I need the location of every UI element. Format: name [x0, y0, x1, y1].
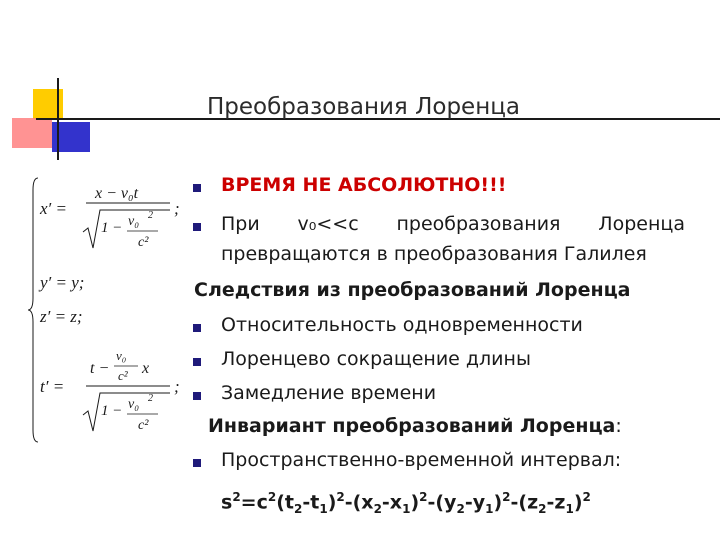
- bullet-time-not-absolute: ВРЕМЯ НЕ АБСОЛЮТНО!!!: [221, 174, 507, 196]
- t-v0-exp: 2: [148, 393, 153, 404]
- word-v0-cond: v₀<<c: [297, 213, 359, 235]
- heading-invariant-colon: :: [615, 415, 622, 437]
- word-pri: При: [221, 213, 260, 235]
- bullet-marker: [193, 358, 201, 366]
- t-one-minus: 1 −: [101, 403, 123, 419]
- bullet-time-dilation: Замедление времени: [221, 382, 437, 404]
- bullet-galileo-limit-line2: превращаются в преобразования Галилея: [221, 243, 647, 265]
- t-lhs: t′ =: [40, 377, 65, 396]
- y-eq: y′ = y;: [40, 273, 85, 292]
- t-num-c2: c²: [118, 368, 128, 383]
- word-lorentz: Лоренца: [598, 213, 685, 235]
- x-lhs: x′ =: [40, 199, 67, 218]
- bullet-marker: [193, 184, 201, 192]
- bullet-galileo-limit: [221, 213, 685, 235]
- brace: [28, 178, 38, 442]
- t-num-v0: v₀: [116, 348, 127, 363]
- bullet-length-contraction: Лоренцево сокращение длины: [221, 348, 531, 370]
- t-v0: v₀: [128, 397, 140, 412]
- heading-consequences: Следствия из преобразований Лоренца: [194, 279, 631, 301]
- t-c2: c²: [138, 418, 149, 433]
- lorentz-formulas: [28, 170, 188, 450]
- x-sep: ;: [174, 199, 180, 218]
- bullet-marker: [193, 459, 201, 467]
- bullet-simultaneity: Относительность одновременности: [221, 314, 583, 336]
- bullet-marker: [193, 223, 201, 231]
- z-eq: z′ = z;: [40, 307, 83, 326]
- bullet-marker: [193, 324, 201, 332]
- word-transform: преобразования: [396, 213, 561, 235]
- page-title: Преобразования Лоренца: [207, 94, 520, 120]
- heading-invariant: [208, 415, 622, 437]
- x-v0-exp: 2: [148, 210, 153, 221]
- x-v0: v₀: [128, 214, 140, 229]
- x-one-minus: 1 −: [101, 220, 123, 236]
- t-num-x: x: [142, 360, 150, 377]
- x-numerator: x − v₀t: [95, 185, 139, 202]
- heading-invariant-text: Инвариант преобразований Лоренца: [208, 415, 616, 437]
- t-sep: ;: [174, 377, 180, 396]
- t-num-t: t −: [90, 360, 110, 377]
- interval-formula: $s^2=c^2(t_2-t_1)^2-(x_2-x_1)^2-(y_2-y_1)^2-(z_2-z_1)^2$: [221, 490, 591, 517]
- bullet-interval: Пространственно-временной интервал:: [221, 449, 622, 471]
- decor-red-square: [12, 118, 52, 148]
- bullet-marker: [193, 392, 201, 400]
- x-c2: c²: [138, 235, 149, 250]
